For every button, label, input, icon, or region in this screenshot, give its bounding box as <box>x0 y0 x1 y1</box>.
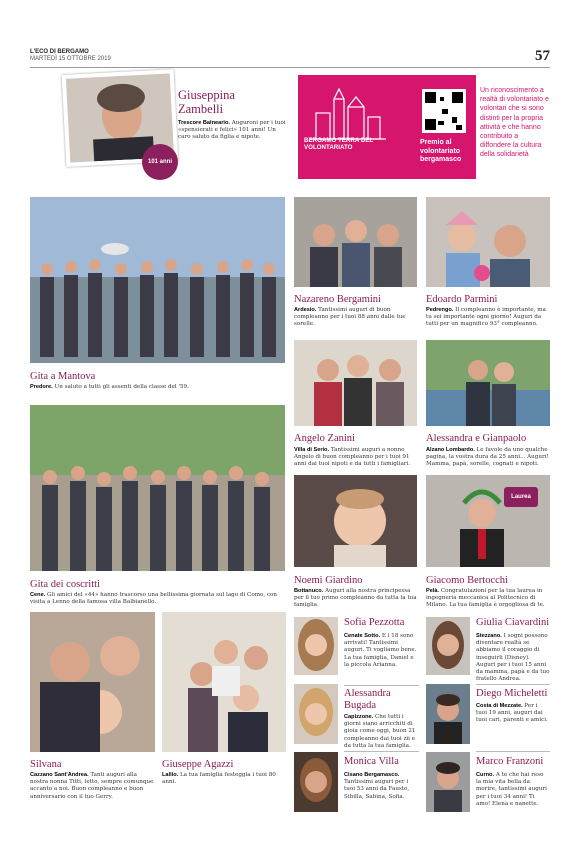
caption-sofia: Cenate Sotto. E i 18 sono arrivati! Tantissimi auguri. Ti vogliamo bene. La tua famiglia, Daniel e la piccola Arianna. <box>344 633 417 668</box>
photo-marco <box>426 752 470 812</box>
page-number: 57 <box>535 48 550 64</box>
photo-alessandra-gianpaolo <box>426 340 550 426</box>
caption-marco: Curno. A te che hai reso la mia vita bella da morire, tantissimi auguri per i tuoi 34 anni! Ti amo! Elena e nanette. <box>476 772 547 807</box>
name-zambelli: Giuseppina Zambelli <box>178 88 235 116</box>
caption-agazzi: Lallio. La tua famiglia festeggia i tuoi 80 anni. <box>162 772 276 786</box>
ad-description: Un riconoscimento a realtà di volontariato e volontari che si sono distinti per la propria attività e che hanno contribuito a diffondere la cultura della solidarietà <box>480 87 549 159</box>
photo-sofia <box>294 617 338 675</box>
photo-giulia <box>426 617 470 675</box>
caption-giulia: Stezzano. I sogni possono diventare realtà se abbiamo il coraggio di inseguirli (Disney). Auguri per i tuoi 15 anni da mamma, papà e da tuo fratello Andrea. <box>476 633 550 683</box>
caption-bugada: Capizzone. Che tutti i giorni siano arricchiti di gioia come oggi, buon 21 compleanno dai tuoi zii e da tutta la tua famiglia. <box>344 714 416 749</box>
badge-laurea: Laurea <box>504 487 538 507</box>
caption-monica: Cisano Bergamasco. Tantissimi auguri per i tuoi 53 anni da Fausto, Sibilla, Sabina, Sofia. <box>344 772 410 800</box>
name-bugada: Alessandra Bugada <box>344 688 391 711</box>
caption-edoardo: Pedrengo. Il compleanno è importante, ma tu sei importante ogni giorno! Auguri da tutti per un magnifico 93° compleanno. <box>426 307 546 328</box>
photo-angelo <box>294 340 417 426</box>
caption-alessandra-gianpaolo: Alzano Lombardo. Le favole da uno qualche pagina, la vostra dura da 25 anni... Auguri! Mamma, papà, sorelle, cognati e nipoti. <box>426 447 549 468</box>
name-sofia: Sofia Pezzotta <box>344 617 405 628</box>
name-giacomo: Giacomo Bertocchi <box>426 575 508 586</box>
divider <box>476 751 550 752</box>
name-diego: Diego Micheletti <box>476 688 548 699</box>
name-alessandra-gianpaolo: Alessandra e Gianpaolo <box>426 433 527 444</box>
header-rule <box>30 67 550 68</box>
photo-nazareno <box>294 197 417 287</box>
photo-silvana <box>30 612 155 752</box>
caption-diego: Costa di Mezzate. Per i tuoi 19 anni, auguri dai tuoi cari, parenti e amici. <box>476 703 548 724</box>
city-skyline-icon <box>308 83 388 143</box>
photo-bugada <box>294 684 338 744</box>
caption-silvana: Cazzano Sant'Andrea. Tanti auguri alla nostra nonna Titti, letto, sempre comunque accanto a noi. Buon compleanno e buon anniversario con il tuo Gerry. <box>30 772 154 800</box>
name-nazareno: Nazareno Bergamini <box>294 294 381 305</box>
caption-giacomo: Pelà. Congratulazioni per la tua laurea in ingegneria meccanica al Politecnico di Milano. La tua famiglia è orgogliosa di te. <box>426 588 545 609</box>
photo-edoardo <box>426 197 550 287</box>
name-marco: Marco Franzoni <box>476 756 544 767</box>
name-angelo: Angelo Zanini <box>294 433 355 444</box>
caption-gita-coscritti: Cene. Gli amici del «44» hanno trascorso una bellissima giornata sul lago di Como, con visita a Lenno della famosa villa Balbianello. <box>30 592 278 606</box>
divider <box>344 685 419 686</box>
name-giulia: Giulia Ciavardini <box>476 617 550 628</box>
name-noemi: Noemi Giardino <box>294 575 363 586</box>
caption-zambelli: Trescore Balneario. Auguroni per i tuoi «spensierati e felici» 101 anni! Un caro saluto da figlia e nipote. <box>178 120 286 141</box>
caption-noemi: Bottanuco. Auguri alla nostra principessa per il tuo primo compleanno da tutta la tua famiglia. <box>294 588 417 609</box>
name-gita-mantova: Gita a Mantova <box>30 371 96 382</box>
divider <box>344 751 419 752</box>
photo-diego <box>426 684 470 744</box>
masthead <box>30 49 111 63</box>
caption-angelo: Villa di Serio. Tantissimi auguri a nonno Angelo di buon compleanno per i tuoi 91 anni dai tuoi nipoti e da tutti i famigliari. <box>294 447 411 468</box>
caption-nazareno: Ardesio. Tantissimi auguri di buon compleanno per i tuoi 88 anni dalle tue sorelle. <box>294 307 406 328</box>
name-agazzi: Giuseppe Agazzi <box>162 759 234 770</box>
photo-agazzi <box>162 612 286 752</box>
name-edoardo: Edoardo Parmini <box>426 294 498 305</box>
photo-gita-mantova <box>30 197 285 363</box>
name-gita-coscritti: Gita dei coscritti <box>30 579 100 590</box>
photo-monica <box>294 752 338 812</box>
issue-date: MARTEDÌ 15 OTTOBRE 2019 <box>30 56 111 62</box>
photo-gita-coscritti <box>30 405 285 571</box>
ad-premio: Premio al volontariato bergamasco <box>420 139 462 163</box>
caption-gita-mantova: Predore. Un saluto a tutti gli assenti della classe del '59. <box>30 384 189 390</box>
name-silvana: Silvana <box>30 759 62 770</box>
qr-code <box>422 89 466 133</box>
ad-banner: BERGAMO TERRA DEL VOLONTARIATO <box>304 137 374 151</box>
volunteer-ad <box>298 75 476 179</box>
divider <box>476 684 550 685</box>
badge-101-anni: 101 anni <box>142 144 178 180</box>
paper-name: L'ECO DI BERGAMO <box>30 49 89 55</box>
photo-noemi <box>294 475 417 567</box>
name-monica: Monica Villa <box>344 756 399 767</box>
